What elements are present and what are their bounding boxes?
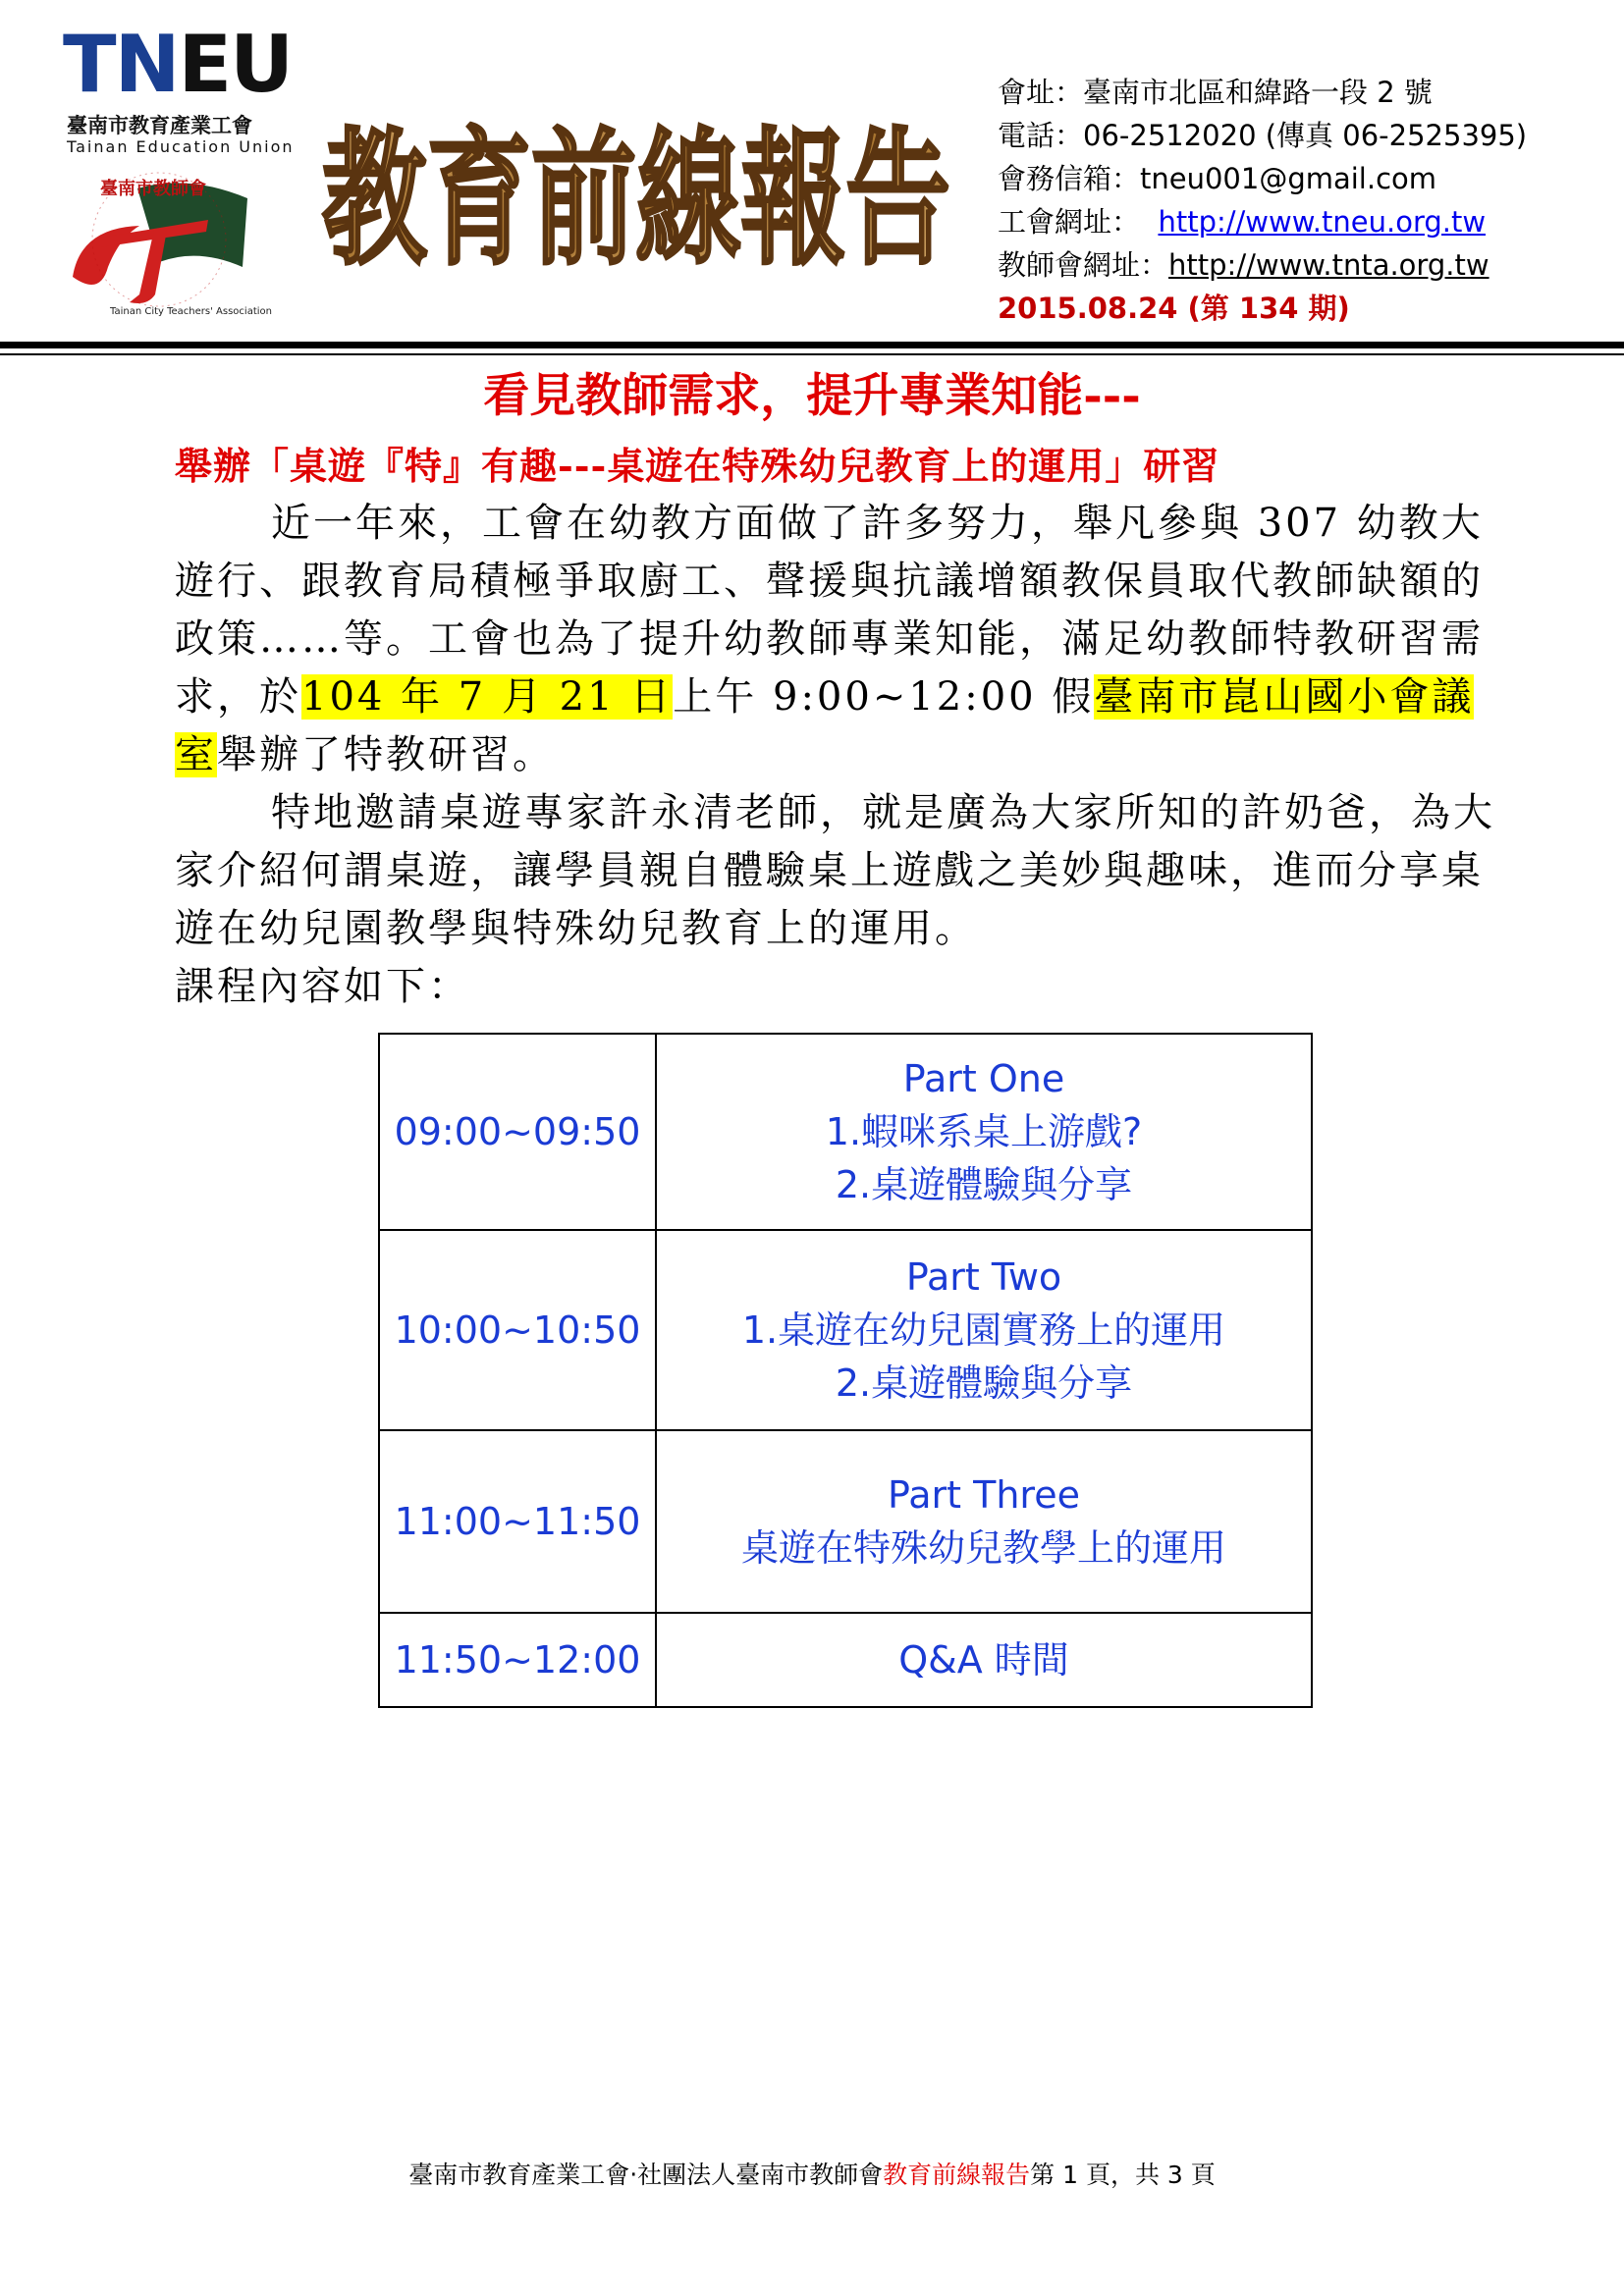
- schedule-table: [378, 1033, 1313, 1708]
- masthead-text: 教育前線報告: [322, 115, 950, 286]
- time-cell: 11:50~12:00: [379, 1613, 656, 1707]
- header-rule-thin: [0, 353, 1624, 355]
- tneu-wordmark: TNEU: [63, 19, 293, 110]
- paragraph-1: 近一年來，工會在幼教方面做了許多努力，舉凡參與 307 幼教大遊行、跟教育局積極爭取廚工、聲援與抗議增額教保員取代教師缺額的政策……等。工會也為了提升幼教師專業知能，滿足幼教師特教研習需求，於104 年 7 月 21 日上午 9:00~12:00 假臺南市崑山國小會議室舉辦了特教研習。: [175, 501, 1484, 777]
- article-subtitle: 舉辦「桌遊『特』有趣---桌遊在特殊幼兒教育上的運用」研習: [175, 444, 1220, 488]
- assoc-website-row: 教師會網址：http://www.tnta.org.tw: [998, 248, 1489, 282]
- content-cell: Part Two 1.桌遊在幼兒園實務上的運用 2.桌遊體驗與分享: [656, 1230, 1312, 1430]
- table-row: [379, 1230, 1312, 1430]
- content-cell: Part Three 桌遊在特殊幼兒教學上的運用: [656, 1430, 1312, 1613]
- time-cell: 10:00~10:50: [379, 1230, 656, 1430]
- page-footer: 臺南市教育產業工會‧社團法人臺南市教師會教育前線報告第 1 頁，共 3 頁: [408, 2161, 1216, 2189]
- header-rule: [0, 342, 1624, 348]
- issue-date: 2015.08.24 (第 134 期): [998, 292, 1350, 325]
- association-name-en: Tainan City Teachers' Association: [110, 306, 272, 317]
- email: 會務信箱：tneu001@gmail.com: [998, 162, 1437, 195]
- union-name-cn: 臺南市教育產業工會: [67, 114, 252, 137]
- union-website-link[interactable]: http://www.tneu.org.tw: [1158, 205, 1487, 239]
- paragraph-3: 課程內容如下：: [175, 964, 470, 1009]
- highlight-location: 臺南市崑山國小會議室: [175, 674, 1475, 777]
- address: 會址：臺南市北區和緯路一段 2 號: [998, 76, 1433, 109]
- time-cell: 11:00~11:50: [379, 1430, 656, 1613]
- union-website-row: 工會網址： http://www.tneu.org.tw: [998, 205, 1487, 239]
- union-logo: [61, 19, 297, 320]
- table-row: [379, 1034, 1312, 1230]
- masthead-title: [312, 69, 960, 314]
- content-cell: Q&A 時間: [656, 1613, 1312, 1707]
- paragraph-2: 特地邀請桌遊專家許永清老師，就是廣為大家所知的許奶爸，為大家介紹何謂桌遊，讓學員親自體驗桌上遊戲之美妙與趣味，進而分享桌遊在幼兒園教學與特殊幼兒教育上的運用。: [175, 790, 1495, 951]
- time-cell: 09:00~09:50: [379, 1034, 656, 1230]
- table-row: [379, 1430, 1312, 1613]
- assoc-website-link[interactable]: http://www.tnta.org.tw: [1168, 248, 1489, 282]
- seal-text: 臺南市教師會: [100, 179, 206, 199]
- phone: 電話：06-2512020 (傳真 06-2525395): [998, 119, 1528, 152]
- article-body: [175, 495, 1510, 1016]
- contact-info: [998, 71, 1606, 330]
- article-title: 看見教師需求，提升專業知能---: [483, 369, 1141, 423]
- union-name-en: Tainan Education Union: [67, 137, 295, 156]
- teachers-association-emblem: [61, 169, 257, 316]
- table-row: [379, 1613, 1312, 1707]
- highlight-date: 104 年 7 月 21 日: [301, 674, 674, 720]
- content-cell: Part One 1.蝦咪系桌上游戲? 2.桌遊體驗與分享: [656, 1034, 1312, 1230]
